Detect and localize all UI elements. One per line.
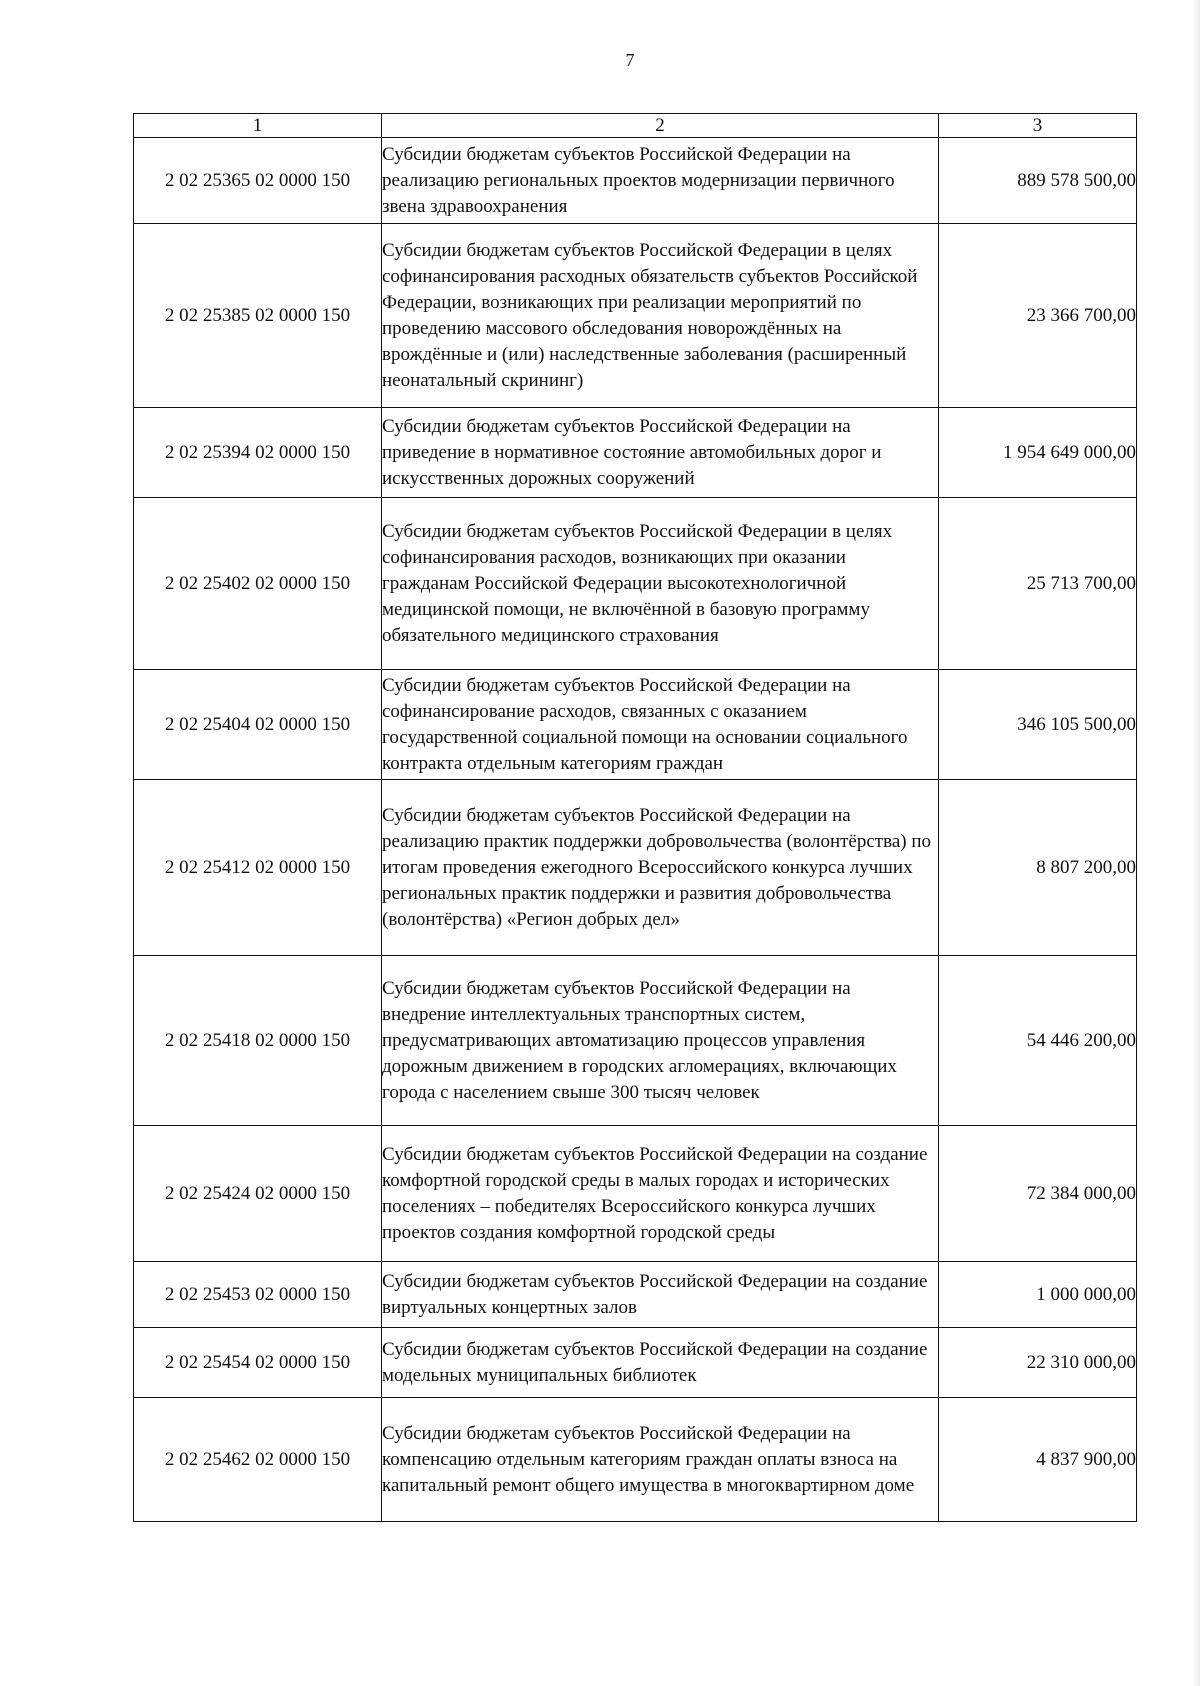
budget-amount: 889 578 500,00 [939, 138, 1137, 224]
table-row [134, 408, 1137, 498]
budget-amount: 1 000 000,00 [939, 1262, 1137, 1328]
budget-description: Субсидии бюджетам субъектов Российской Федерации на создание модельных муниципальных библиотек [382, 1328, 939, 1398]
budget-description: Субсидии бюджетам субъектов Российской Федерации на компенсацию отдельным категориям граждан оплаты взноса на капитальный ремонт общего имущества в многоквартирном доме [382, 1398, 939, 1522]
table-row [134, 498, 1137, 670]
budget-description: Субсидии бюджетам субъектов Российской Федерации на софинансирование расходов, связанных с оказанием государственной социальной помощи на основании социального контракта отдельным категориям граждан [382, 670, 939, 780]
budget-amount: 22 310 000,00 [939, 1328, 1137, 1398]
table-row [134, 956, 1137, 1126]
column-header-description: 2 [382, 114, 939, 138]
budget-description: Субсидии бюджетам субъектов Российской Федерации на реализацию практик поддержки добровольчества (волонтёрства) по итогам проведения ежегодного Всероссийского конкурса лучших региональных практик поддержки и развития добровольчества (волонтёрства) «Регион добрых дел» [382, 780, 939, 956]
scan-edge-shadow [1192, 0, 1200, 1686]
budget-code: 2 02 25412 02 0000 150 [134, 780, 382, 956]
budget-amount: 346 105 500,00 [939, 670, 1137, 780]
budget-description: Субсидии бюджетам субъектов Российской Федерации на внедрение интеллектуальных транспортных систем, предусматривающих автоматизацию процессов управления дорожным движением в городских агломерациях, включающих города с населением свыше 300 тысяч человек [382, 956, 939, 1126]
table-row [134, 1262, 1137, 1328]
table-row [134, 670, 1137, 780]
table-row [134, 780, 1137, 956]
table-row [134, 1126, 1137, 1262]
budget-code: 2 02 25424 02 0000 150 [134, 1126, 382, 1262]
table-row [134, 138, 1137, 224]
budget-code: 2 02 25404 02 0000 150 [134, 670, 382, 780]
budget-amount: 54 446 200,00 [939, 956, 1137, 1126]
column-header-code: 1 [134, 114, 382, 138]
budget-amount: 72 384 000,00 [939, 1126, 1137, 1262]
budget-amount: 25 713 700,00 [939, 498, 1137, 670]
budget-description: Субсидии бюджетам субъектов Российской Федерации на создание виртуальных концертных залов [382, 1262, 939, 1328]
budget-amount: 4 837 900,00 [939, 1398, 1137, 1522]
budget-amount: 1 954 649 000,00 [939, 408, 1137, 498]
page-number: 7 [625, 50, 635, 70]
table-row [134, 1328, 1137, 1398]
budget-code: 2 02 25454 02 0000 150 [134, 1328, 382, 1398]
budget-code: 2 02 25365 02 0000 150 [134, 138, 382, 224]
budget-description: Субсидии бюджетам субъектов Российской Федерации в целях софинансирования расходных обязательств субъектов Российской Федерации, возникающих при реализации мероприятий по проведению массового обследования новорождённых на врождённые и (или) наследственные заболевания (расширенный неонатальный скрининг) [382, 224, 939, 408]
budget-table [133, 113, 1137, 1522]
budget-code: 2 02 25385 02 0000 150 [134, 224, 382, 408]
column-header-amount: 3 [939, 114, 1137, 138]
budget-code: 2 02 25462 02 0000 150 [134, 1398, 382, 1522]
table-row [134, 224, 1137, 408]
budget-code: 2 02 25418 02 0000 150 [134, 956, 382, 1126]
budget-code: 2 02 25453 02 0000 150 [134, 1262, 382, 1328]
budget-amount: 23 366 700,00 [939, 224, 1137, 408]
budget-description: Субсидии бюджетам субъектов Российской Федерации в целях софинансирования расходов, возникающих при оказании гражданам Российской Федерации высокотехнологичной медицинской помощи, не включённой в базовую программу обязательного медицинского страхования [382, 498, 939, 670]
budget-description: Субсидии бюджетам субъектов Российской Федерации на создание комфортной городской среды в малых городах и исторических поселениях – победителях Всероссийского конкурса лучших проектов создания комфортной городской среды [382, 1126, 939, 1262]
table-header-row [134, 114, 1137, 138]
budget-code: 2 02 25394 02 0000 150 [134, 408, 382, 498]
table-row [134, 1398, 1137, 1522]
budget-description: Субсидии бюджетам субъектов Российской Федерации на реализацию региональных проектов модернизации первичного звена здравоохранения [382, 138, 939, 224]
budget-amount: 8 807 200,00 [939, 780, 1137, 956]
budget-description: Субсидии бюджетам субъектов Российской Федерации на приведение в нормативное состояние автомобильных дорог и искусственных дорожных сооружений [382, 408, 939, 498]
budget-code: 2 02 25402 02 0000 150 [134, 498, 382, 670]
